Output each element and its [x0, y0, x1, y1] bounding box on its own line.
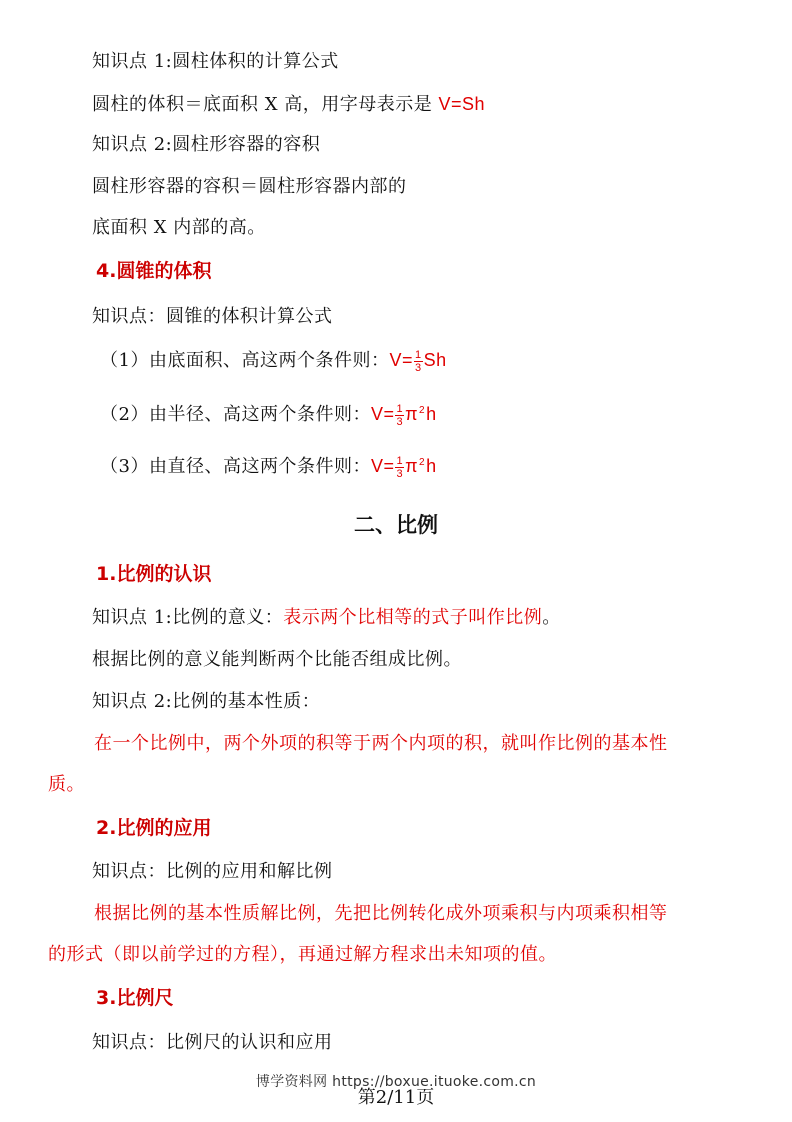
- cone-item-2-label: （2）由半径、高这两个条件则：: [100, 404, 371, 425]
- ratio-kp1-text: 根据比例的意义能判断两个比能否组成比例。: [92, 649, 462, 670]
- scale-heading: 3.比例尺: [96, 987, 174, 1009]
- ratio-application-text-2: 的形式（即以前学过的方程），再通过解方程求出未知项的值。: [48, 944, 557, 965]
- kp1-cylinder-text: [92, 92, 485, 117]
- squared-superscript: 2: [419, 405, 426, 416]
- kp1-cylinder-title: 知识点 1:圆柱体积的计算公式: [92, 51, 339, 72]
- ratio-application-kp-title: 知识点：比例的应用和解比例: [92, 861, 333, 882]
- cone-formula-item-3: [100, 451, 437, 480]
- cone-formula-item-2: [100, 399, 437, 428]
- footer-page-number: 第2/11页: [357, 1087, 435, 1108]
- one-third-fraction: $\frac{1}{3}$: [396, 402, 404, 428]
- pi-symbol: π: [405, 404, 419, 424]
- cone-item-1-prefix: V=: [389, 350, 413, 370]
- cone-item-3-prefix: V=: [370, 456, 395, 476]
- cone-kp-title: 知识点：圆锥的体积计算公式: [92, 306, 333, 327]
- kp2-cylinder-title: 知识点 2:圆柱形容器的容积: [92, 134, 321, 155]
- ratio-meaning-heading: 1.比例的认识: [96, 563, 212, 585]
- pi-symbol: π: [405, 456, 419, 476]
- ratio-kp1-title: 知识点 1:比例的意义：: [92, 607, 284, 628]
- ratio-kp1-end: 。: [542, 607, 561, 628]
- one-third-fraction: $\frac{1}{3}$: [414, 348, 422, 374]
- ratio-property-text-2: 质。: [48, 774, 85, 795]
- ratio-kp2-title: 知识点 2:比例的基本性质：: [92, 691, 321, 712]
- squared-superscript: 2: [419, 457, 426, 468]
- cone-formula-item-1: [100, 348, 447, 374]
- scale-kp-title: 知识点：比例尺的认识和应用: [92, 1032, 333, 1053]
- cone-item-2-prefix: V=: [370, 404, 395, 424]
- cone-item-3-suffix: h: [426, 456, 437, 476]
- cone-item-1-suffix: Sh: [423, 350, 447, 370]
- ratio-kp1: [92, 606, 561, 630]
- cone-volume-heading: 4.圆锥的体积: [96, 260, 212, 282]
- kp2-cylinder-text-1: 圆柱形容器的容积＝圆柱形容器内部的: [92, 176, 407, 197]
- one-third-fraction: $\frac{1}{3}$: [396, 454, 404, 480]
- footer-site-url: 博学资料网 https://boxue.ituoke.com.cn: [255, 1074, 537, 1090]
- ratio-property-text-1: 在一个比例中，两个外项的积等于两个内项的积，就叫作比例的基本性: [94, 733, 668, 754]
- kp2-cylinder-text-2: 底面积 X 内部的高。: [92, 217, 266, 238]
- ratio-application-text-1: 根据比例的基本性质解比例，先把比例转化成外项乘积与内项乘积相等: [94, 903, 668, 924]
- ratio-application-heading: 2.比例的应用: [96, 817, 212, 839]
- cone-item-3-label: （3）由直径、高这两个条件则：: [100, 456, 371, 477]
- ratio-kp1-definition: 表示两个比相等的式子叫作比例: [283, 607, 543, 628]
- cone-item-1-label: （1）由底面积、高这两个条件则：: [100, 350, 390, 371]
- cone-item-2-suffix: h: [426, 404, 437, 424]
- chapter-title: 二、比例: [354, 513, 438, 537]
- cylinder-volume-text: 圆柱的体积＝底面积 X 高，用字母表示是: [92, 94, 439, 115]
- cylinder-volume-formula: V=Sh: [438, 94, 486, 114]
